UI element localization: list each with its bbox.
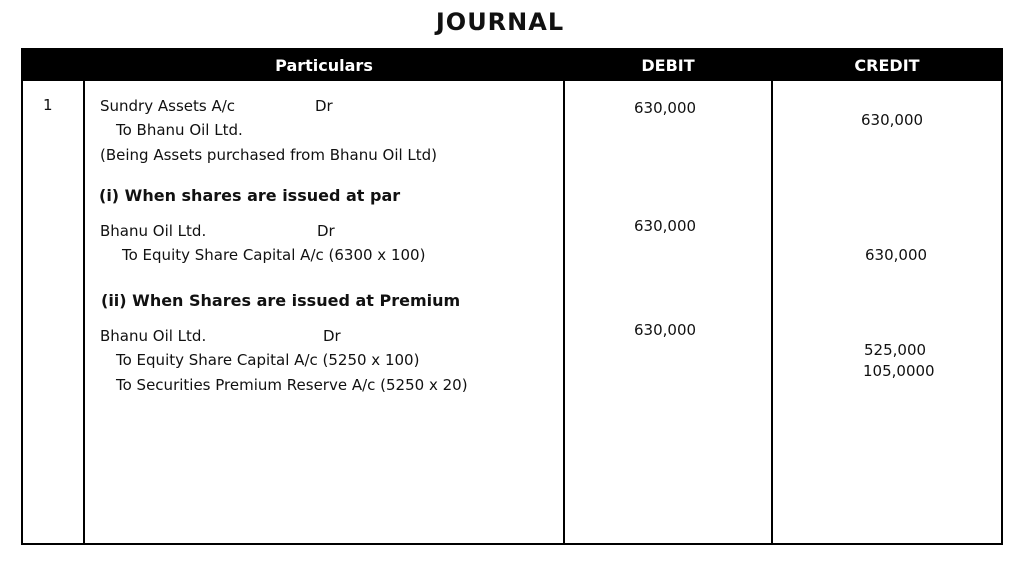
entry1-credit-account: To Bhanu Oil Ltd. bbox=[116, 121, 243, 139]
page-title: JOURNAL bbox=[435, 8, 565, 36]
case2-credit-account-1: To Equity Share Capital A/c (5250 x 100) bbox=[116, 351, 420, 369]
entry1-credit-amount: 630,000 bbox=[861, 111, 924, 129]
case1-debit-amount: 630,000 bbox=[634, 217, 697, 235]
column-divider-debit bbox=[771, 81, 773, 543]
journal-table bbox=[21, 48, 1003, 545]
case2-credit-amount-1: 525,000 bbox=[864, 341, 927, 359]
case2-debit-account: Bhanu Oil Ltd. bbox=[100, 327, 207, 345]
case1-credit-amount: 630,000 bbox=[865, 246, 928, 264]
entry1-narration: (Being Assets purchased from Bhanu Oil Ltd) bbox=[100, 146, 438, 164]
case1-dr-label: Dr bbox=[317, 222, 335, 240]
entry1-debit-account: Sundry Assets A/c bbox=[100, 97, 236, 115]
column-divider-date bbox=[83, 81, 85, 543]
column-header-credit: CREDIT bbox=[854, 56, 920, 75]
case2-dr-label: Dr bbox=[323, 327, 341, 345]
case2-credit-amount-2: 105,0000 bbox=[863, 362, 935, 380]
case2-credit-account-2: To Securities Premium Reserve A/c (5250 x 20) bbox=[116, 376, 468, 394]
entry1-debit-amount: 630,000 bbox=[634, 99, 697, 117]
case1-heading: (i) When shares are issued at par bbox=[99, 186, 401, 205]
entry-number: 1 bbox=[43, 96, 53, 114]
column-divider-particulars bbox=[563, 81, 565, 543]
case1-debit-account: Bhanu Oil Ltd. bbox=[100, 222, 207, 240]
case2-debit-amount: 630,000 bbox=[634, 321, 697, 339]
entry1-dr-label: Dr bbox=[315, 97, 333, 115]
case2-heading: (ii) When Shares are issued at Premium bbox=[101, 291, 461, 310]
table-header bbox=[23, 50, 1001, 81]
column-header-debit: DEBIT bbox=[641, 56, 695, 75]
column-header-particulars: Particulars bbox=[275, 56, 373, 75]
case1-credit-account: To Equity Share Capital A/c (6300 x 100) bbox=[122, 246, 426, 264]
